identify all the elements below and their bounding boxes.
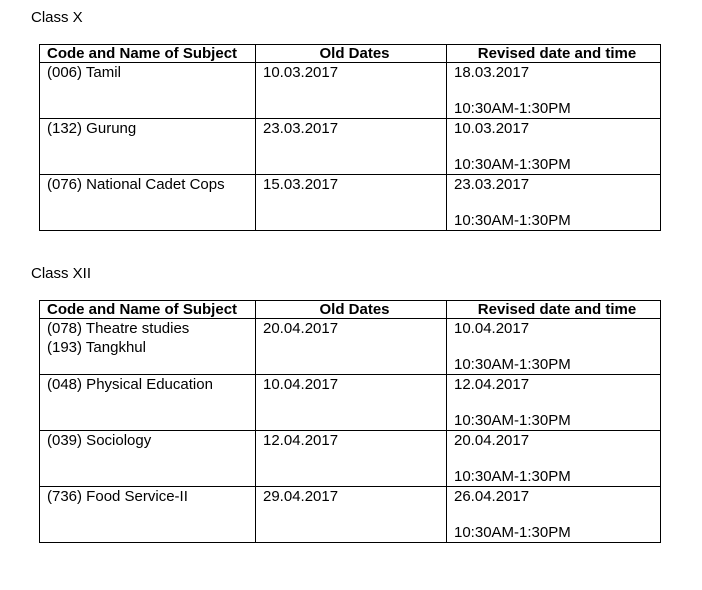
header-subject: Code and Name of Subject [40,45,256,63]
header-row [40,45,661,63]
revised-date: 10.04.2017 [454,320,530,337]
header-old-dates: Old Dates [256,45,447,63]
old-date-cell: 15.03.2017 [256,175,447,231]
revised-cell [447,487,661,543]
old-date-cell: 29.04.2017 [256,487,447,543]
subject-cell [40,375,256,431]
old-date-cell: 20.04.2017 [256,319,447,375]
subject-name: (736) Food Service-II [47,488,188,505]
subject-cell [40,319,256,375]
revised-cell [447,175,661,231]
old-date-cell: 10.04.2017 [256,375,447,431]
header-row [40,301,661,319]
table-row [40,319,661,375]
table-row [40,63,661,119]
subject-cell [40,119,256,175]
subject-name: (048) Physical Education [47,376,213,393]
subject-cell [40,431,256,487]
subject-name: (039) Sociology [47,432,152,449]
subject-cell [40,175,256,231]
subject-cell [40,487,256,543]
old-date-cell: 23.03.2017 [256,119,447,175]
revised-date: 10.03.2017 [454,120,530,137]
old-date-cell: 10.03.2017 [256,63,447,119]
class-x-title: Class X [31,9,83,26]
old-date-cell: 12.04.2017 [256,431,447,487]
revised-cell [447,319,661,375]
revised-cell [447,119,661,175]
revised-cell [447,431,661,487]
subject-name: (006) Tamil [47,64,121,81]
revised-time: 10:30AM-1:30PM [454,156,571,173]
subject-name: (078) Theatre studies [47,320,190,337]
revised-date: 20.04.2017 [454,432,530,449]
revised-time: 10:30AM-1:30PM [454,100,571,117]
revised-date: 26.04.2017 [454,488,530,505]
header-subject: Code and Name of Subject [40,301,256,319]
revised-date: 23.03.2017 [454,176,530,193]
table-row [40,487,661,543]
header-revised: Revised date and time [447,301,661,319]
subject-name: (132) Gurung [47,120,137,137]
header-old-dates: Old Dates [256,301,447,319]
subject-cell [40,63,256,119]
revised-date: 12.04.2017 [454,376,530,393]
revised-date: 18.03.2017 [454,64,530,81]
header-revised: Revised date and time [447,45,661,63]
revised-time: 10:30AM-1:30PM [454,356,571,373]
revised-time: 10:30AM-1:30PM [454,212,571,229]
class-xii-title: Class XII [31,265,92,282]
table-row [40,375,661,431]
revised-cell [447,63,661,119]
revised-time: 10:30AM-1:30PM [454,412,571,429]
table-row [40,431,661,487]
subject-name: (076) National Cadet Cops [47,176,225,193]
class-xii-table [39,300,661,543]
table-row [40,175,661,231]
revised-time: 10:30AM-1:30PM [454,468,571,485]
revised-time: 10:30AM-1:30PM [454,524,571,541]
subject-name: (193) Tangkhul [47,339,146,356]
class-x-table [39,44,661,231]
revised-cell [447,375,661,431]
table-row [40,119,661,175]
